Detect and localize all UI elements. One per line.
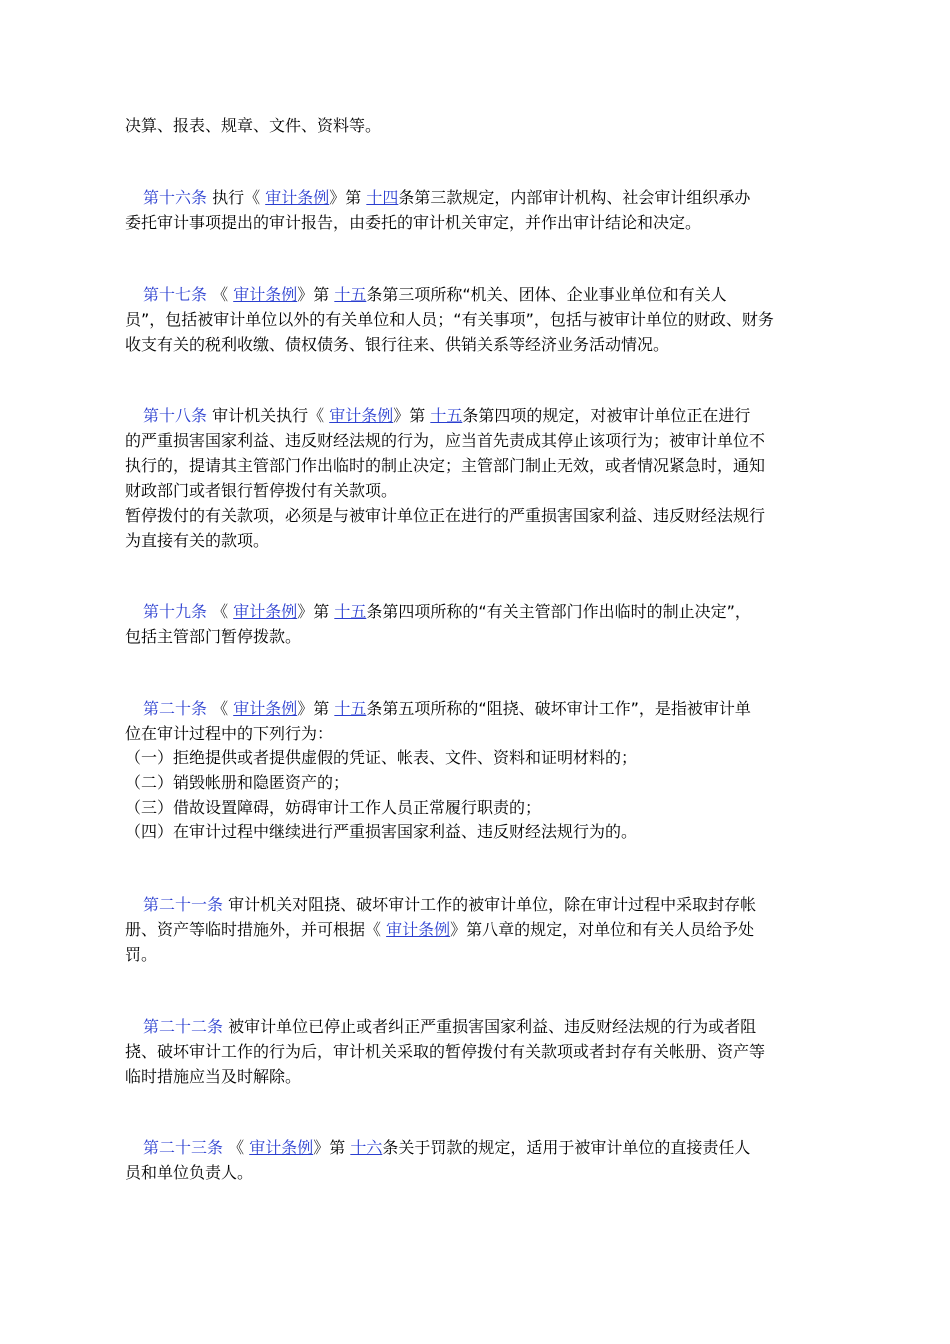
article-ref-link[interactable]: 十五	[430, 406, 463, 425]
article-17-line-2: 员”，包括被审计单位以外的有关单位和人员；“有关事项”，包括与被审计单位的财政、财务	[125, 310, 774, 329]
article-21-line-1: 第二十一条 审计机关对阻挠、破坏审计工作的被审计单位，除在审计过程中采取封存帐	[143, 895, 757, 914]
law-link[interactable]: 审计条例	[386, 920, 451, 939]
article-22-line-3: 临时措施应当及时解除。	[125, 1067, 302, 1086]
article-18-line-2: 的严重损害国家利益、违反财经法规的行为，应当首先责成其停止该项行为；被审计单位不	[125, 431, 766, 450]
article-21-number: 第二十一条	[143, 895, 224, 914]
law-link[interactable]: 审计条例	[329, 406, 394, 425]
law-link[interactable]: 审计条例	[233, 602, 298, 621]
article-ref-link[interactable]: 十五	[334, 699, 367, 718]
article-16-line-1: 第十六条 执行《 审计条例》第 十四条第三款规定，内部审计机构、社会审计组织承办	[143, 188, 751, 207]
article-22-number: 第二十二条	[143, 1017, 224, 1036]
article-20-line-2: 位在审计过程中的下列行为：	[125, 724, 334, 743]
article-22-line-2: 挠、破坏审计工作的行为后，审计机关采取的暂停拨付有关款项或者封存有关帐册、资产等	[125, 1042, 766, 1061]
article-18-line-5: 暂停拨付的有关款项，必须是与被审计单位正在进行的严重损害国家利益、违反财经法规行	[125, 506, 766, 525]
list-item: （四）在审计过程中继续进行严重损害国家利益、违反财经法规行为的。	[125, 822, 638, 841]
article-ref-link[interactable]: 十五	[334, 285, 367, 304]
article-23-number: 第二十三条	[143, 1138, 224, 1157]
law-link[interactable]: 审计条例	[249, 1138, 314, 1157]
list-item: （一）拒绝提供或者提供虚假的凭证、帐表、文件、资料和证明材料的；	[125, 748, 638, 767]
article-ref-link[interactable]: 十四	[366, 188, 399, 207]
law-link[interactable]: 审计条例	[233, 285, 298, 304]
article-ref-link[interactable]: 十六	[350, 1138, 383, 1157]
article-21-line-2: 册、资产等临时措施外，并可根据《 审计条例》第八章的规定，对单位和有关人员给予处	[125, 920, 755, 939]
law-link[interactable]: 审计条例	[233, 699, 298, 718]
article-22-line-1: 第二十二条 被审计单位已停止或者纠正严重损害国家利益、违反财经法规的行为或者阻	[143, 1017, 757, 1036]
article-23-line-1: 第二十三条 《 审计条例》第 十六条关于罚款的规定，适用于被审计单位的直接责任人	[143, 1138, 751, 1157]
article-19-line-2: 包括主管部门暂停拨款。	[125, 627, 302, 646]
article-17-number: 第十七条	[143, 285, 208, 304]
article-16-number: 第十六条	[143, 188, 208, 207]
article-18-line-4: 财政部门或者银行暂停拨付有关款项。	[125, 481, 398, 500]
article-21-line-3: 罚。	[125, 945, 158, 964]
article-20-line-1: 第二十条 《 审计条例》第 十五条第五项所称的“阻挠、破坏审计工作”，是指被审计单	[143, 699, 751, 718]
list-item: （二）销毁帐册和隐匿资产的；	[125, 773, 350, 792]
lead-line: 决算、报表、规章、文件、资料等。	[125, 116, 382, 135]
article-17-line-1: 第十七条 《 审计条例》第 十五条第三项所称“机关、团体、企业事业单位和有关人	[143, 285, 727, 304]
article-ref-link[interactable]: 十五	[334, 602, 367, 621]
article-18-number: 第十八条	[143, 406, 208, 425]
article-20-number: 第二十条	[143, 699, 208, 718]
article-19-number: 第十九条	[143, 602, 208, 621]
article-23-line-2: 员和单位负责人。	[125, 1163, 254, 1182]
article-19-line-1: 第十九条 《 审计条例》第 十五条第四项所称的“有关主管部门作出临时的制止决定”，	[143, 602, 751, 621]
article-16-line-2: 委托审计事项提出的审计报告，由委托的审计机关审定，并作出审计结论和决定。	[125, 213, 702, 232]
list-item: （三）借故设置障碍，妨碍审计工作人员正常履行职责的；	[125, 798, 542, 817]
article-17-line-3: 收支有关的税利收缴、债权债务、银行往来、供销关系等经济业务活动情况。	[125, 335, 670, 354]
article-18-line-6: 为直接有关的款项。	[125, 531, 270, 550]
article-18-line-1: 第十八条 审计机关执行《 审计条例》第 十五条第四项的规定，对被审计单位正在进行	[143, 406, 751, 425]
article-18-line-3: 执行的，提请其主管部门作出临时的制止决定；主管部门制止无效，或者情况紧急时，通知	[125, 456, 766, 475]
law-link[interactable]: 审计条例	[265, 188, 330, 207]
